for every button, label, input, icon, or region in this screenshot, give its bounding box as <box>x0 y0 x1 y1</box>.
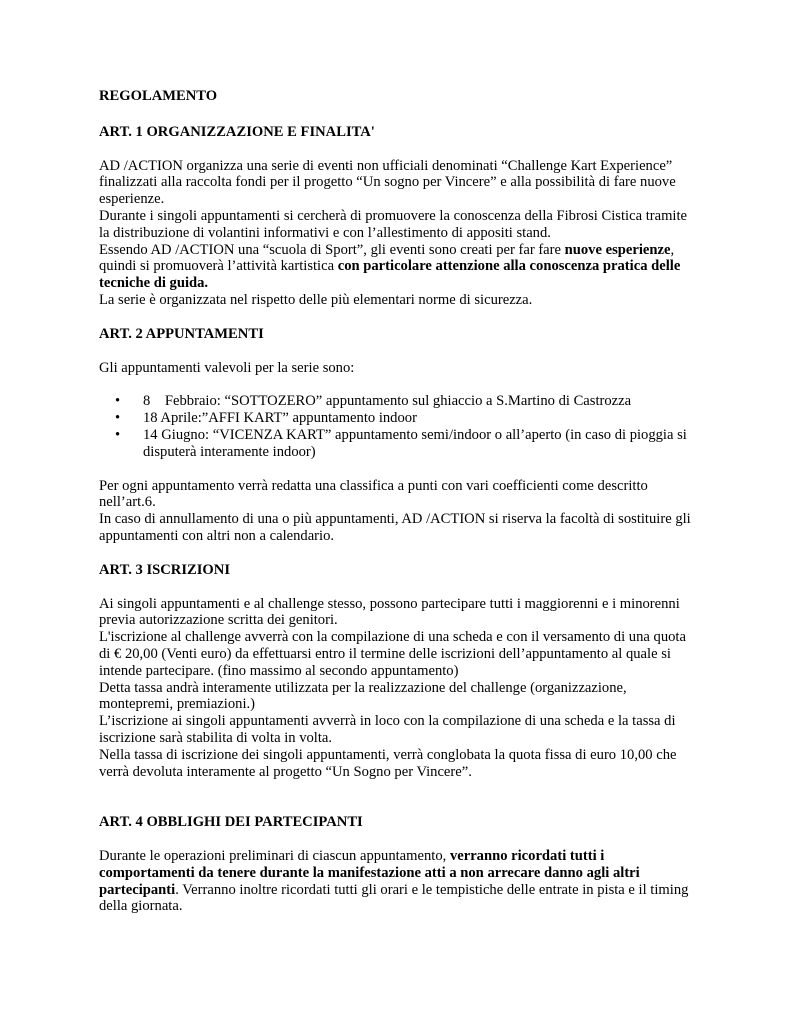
article-4-p1-bold: verranno ricordati tutti i comportamenti da tenere durante la manifestazione atti a non arrecare danno agli altri partecipanti <box>99 848 640 898</box>
article-1-paragraph-1: AD /ACTION organizza una serie di eventi non ufficiali denominati “Challenge Kart Experience” finalizzati alla raccolta fondi per il progetto “Un sogno per Vincere” e alla possibilità di fare nuove esperienze. <box>99 157 676 208</box>
article-1-p3-text-b: , quindi si promuoverà l’attività kartistica <box>99 241 675 275</box>
article-1-p3-bold-a: nuove esperienze <box>564 241 671 258</box>
article-2-heading: ART. 2 APPUNTAMENTI <box>99 325 264 342</box>
article-4-heading: ART. 4 OBBLIGHI DEI PARTECIPANTI <box>99 814 363 831</box>
document-body <box>99 88 699 932</box>
spacer <box>99 797 699 814</box>
article-3-paragraph-4: L’iscrizione ai singoli appuntamenti avverrà in loco con la compilazione di una scheda e la tassa di iscrizione sarà stabilita di volta in volta. <box>99 713 676 746</box>
article-2-intro: Gli appuntamenti valevoli per la serie sono: <box>99 359 355 376</box>
article-1-p3-bold-b: con particolare attenzione alla conoscenza pratica delle tecniche di guida. <box>99 258 681 292</box>
article-1-paragraph-3 <box>99 242 699 292</box>
article-2-paragraph-1: Per ogni appuntamento verrà redatta una classifica a punti con vari coefficienti come descritto nell’art.6. <box>99 477 648 511</box>
article-2-paragraph-2: In caso di annullamento di una o più appuntamenti, AD /ACTION si riserva la facoltà di sostituire gli appuntamenti con altri non a calendario. <box>99 511 691 544</box>
article-3-paragraph-5: Nella tassa di iscrizione dei singoli appuntamenti, verrà conglobata la quota fissa di euro 10,00 che verrà devoluta interamente al progetto “Un Sogno per Vincere”. <box>99 746 677 780</box>
bullet-icon: • <box>115 393 121 410</box>
event-list-item-text: 18 Aprile:”AFFI KART” appuntamento indoor <box>143 410 417 427</box>
article-4 <box>99 814 699 915</box>
event-list-item <box>99 393 699 410</box>
article-3-heading: ART. 3 ISCRIZIONI <box>99 561 230 578</box>
spacer <box>99 461 699 478</box>
article-4-p1-text-b: . Verranno inoltre ricordati tutti gli orari e le tempistiche delle entrate in pista e il timing della giornata. <box>99 881 689 915</box>
article-1 <box>99 124 699 309</box>
article-1-p3-text-a: Essendo AD /ACTION una “scuola di Sport”, gli eventi sono creati per far fare <box>99 241 565 258</box>
event-list-item-text: 8 Febbraio: “SOTTOZERO” appuntamento sul ghiaccio a S.Martino di Castrozza <box>143 393 632 410</box>
document-title: REGOLAMENTO <box>99 88 218 104</box>
spacer <box>99 376 699 393</box>
article-3-paragraph-3: Detta tassa andrà interamente utilizzata per la realizzazione del challenge (organizzazione, montepremi, premiazioni.) <box>99 679 627 713</box>
article-4-p1-text-a: Durante le operazioni preliminari di ciascun appuntamento, <box>99 848 450 865</box>
article-1-paragraph-4: La serie è organizzata nel rispetto delle più elementari norme di sicurezza. <box>99 291 533 308</box>
article-3-paragraph-1: Ai singoli appuntamenti e al challenge stesso, possono partecipare tutti i maggiorenni e i minorenni previa autorizzazione scritta dei genitori. <box>99 595 680 629</box>
bullet-icon: • <box>115 410 121 427</box>
article-3-paragraph-2: L'iscrizione al challenge avverrà con la compilazione di una scheda e con il versamento di una quota di € 20,00 (Venti euro) da effettuarsi entro il termine delle iscrizioni dell’appuntamento al quale si intende partecipare. (fino massimo al secondo appuntamento) <box>99 629 686 679</box>
bullet-icon: • <box>115 426 121 443</box>
event-list-item <box>99 427 699 461</box>
article-3 <box>99 562 699 781</box>
event-list-item-text: 14 Giugno: “VICENZA KART” appuntamento semi/indoor o all’aperto (in caso di pioggia si disputerà interamente indoor) <box>143 426 687 460</box>
article-2 <box>99 326 699 545</box>
event-list <box>99 393 699 460</box>
article-1-paragraph-2: Durante i singoli appuntamenti si cercherà di promuovere la conoscenza della Fibrosi Cistica tramite la distribuzione di volantini informativi e con l’allestimento di appositi stand. <box>99 207 688 241</box>
event-list-item <box>99 410 699 427</box>
article-4-paragraph-1 <box>99 848 699 915</box>
article-1-heading: ART. 1 ORGANIZZAZIONE E FINALITA' <box>99 123 375 140</box>
